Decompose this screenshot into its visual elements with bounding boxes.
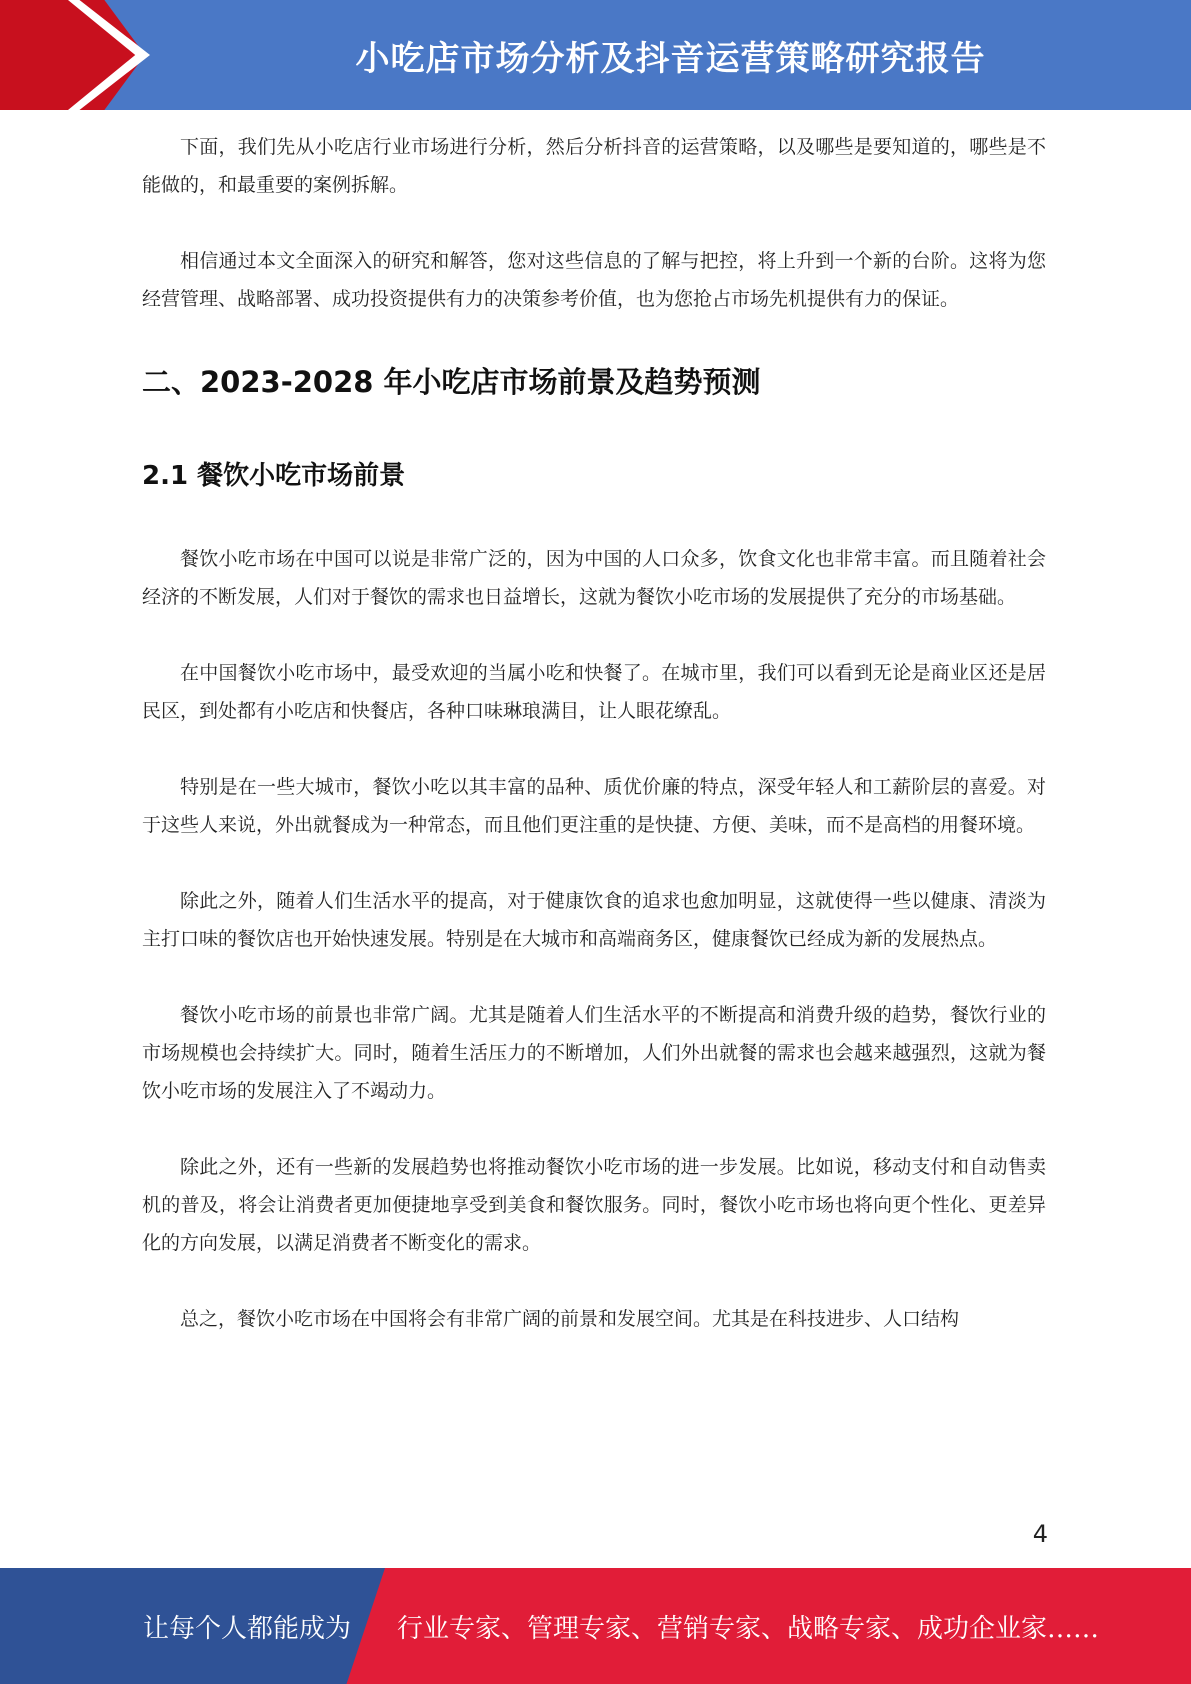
body-paragraph-5: 餐饮小吃市场的前景也非常广阔。尤其是随着人们生活水平的不断提高和消费升级的趋势，餐饮行业的市场规模也会持续扩大。同时，随着生活压力的不断增加，人们外出就餐的需求也会越来越强烈，这就为餐饮小吃市场的发展注入了不竭动力。 (142, 1004, 1046, 1102)
page-header (0, 0, 1191, 110)
footer-slogan-left: 让每个人都能成为 (143, 1613, 352, 1644)
report-title: 小吃店市场分析及抖音运营策略研究报告 (355, 38, 986, 79)
body-paragraph-3: 特别是在一些大城市，餐饮小吃以其丰富的品种、质优价廉的特点，深受年轻人和工薪阶层的喜爱。对于这些人来说，外出就餐成为一种常态，而且他们更注重的是快捷、方便、美味，而不是高档的用餐环境。 (142, 776, 1046, 836)
footer-slogan-right: 行业专家、管理专家、营销专家、战略专家、成功企业家…… (397, 1613, 1100, 1644)
header-red-arrow (0, 0, 145, 110)
intro-paragraph-1: 下面，我们先从小吃店行业市场进行分析，然后分析抖音的运营策略，以及哪些是要知道的，哪些是不能做的，和最重要的案例拆解。 (142, 136, 1046, 196)
body-paragraph-1: 餐饮小吃市场在中国可以说是非常广泛的，因为中国的人口众多，饮食文化也非常丰富。而且随着社会经济的不断发展，人们对于餐饮的需求也日益增长，这就为餐饮小吃市场的发展提供了充分的市场基础。 (142, 548, 1046, 608)
body-paragraph-2: 在中国餐饮小吃市场中，最受欢迎的当属小吃和快餐了。在城市里，我们可以看到无论是商业区还是居民区，到处都有小吃店和快餐店，各种口味琳琅满目，让人眼花缭乱。 (142, 662, 1046, 722)
body-paragraph-4: 除此之外，随着人们生活水平的提高，对于健康饮食的追求也愈加明显，这就使得一些以健康、清淡为主打口味的餐饮店也开始快速发展。特别是在大城市和高端商务区，健康餐饮已经成为新的发展热点。 (142, 890, 1046, 950)
body-paragraph-7: 总之，餐饮小吃市场在中国将会有非常广阔的前景和发展空间。尤其是在科技进步、人口结构 (180, 1308, 960, 1330)
page-footer (0, 1568, 1191, 1684)
section-heading: 二、2023-2028 年小吃店市场前景及趋势预测 (142, 365, 761, 399)
page-number: 4 (1032, 1520, 1048, 1548)
subsection-heading: 2.1 餐饮小吃市场前景 (142, 461, 406, 491)
intro-paragraph-2: 相信通过本文全面深入的研究和解答，您对这些信息的了解与把控，将上升到一个新的台阶。这将为您经营管理、战略部署、成功投资提供有力的决策参考价值，也为您抢占市场先机提供有力的保证。 (142, 250, 1046, 310)
body-paragraph-6: 除此之外，还有一些新的发展趋势也将推动餐饮小吃市场的进一步发展。比如说，移动支付和自动售卖机的普及，将会让消费者更加便捷地享受到美食和餐饮服务。同时，餐饮小吃市场也将向更个性化、更差异化的方向发展，以满足消费者不断变化的需求。 (142, 1156, 1046, 1254)
page-content (142, 128, 1046, 1338)
